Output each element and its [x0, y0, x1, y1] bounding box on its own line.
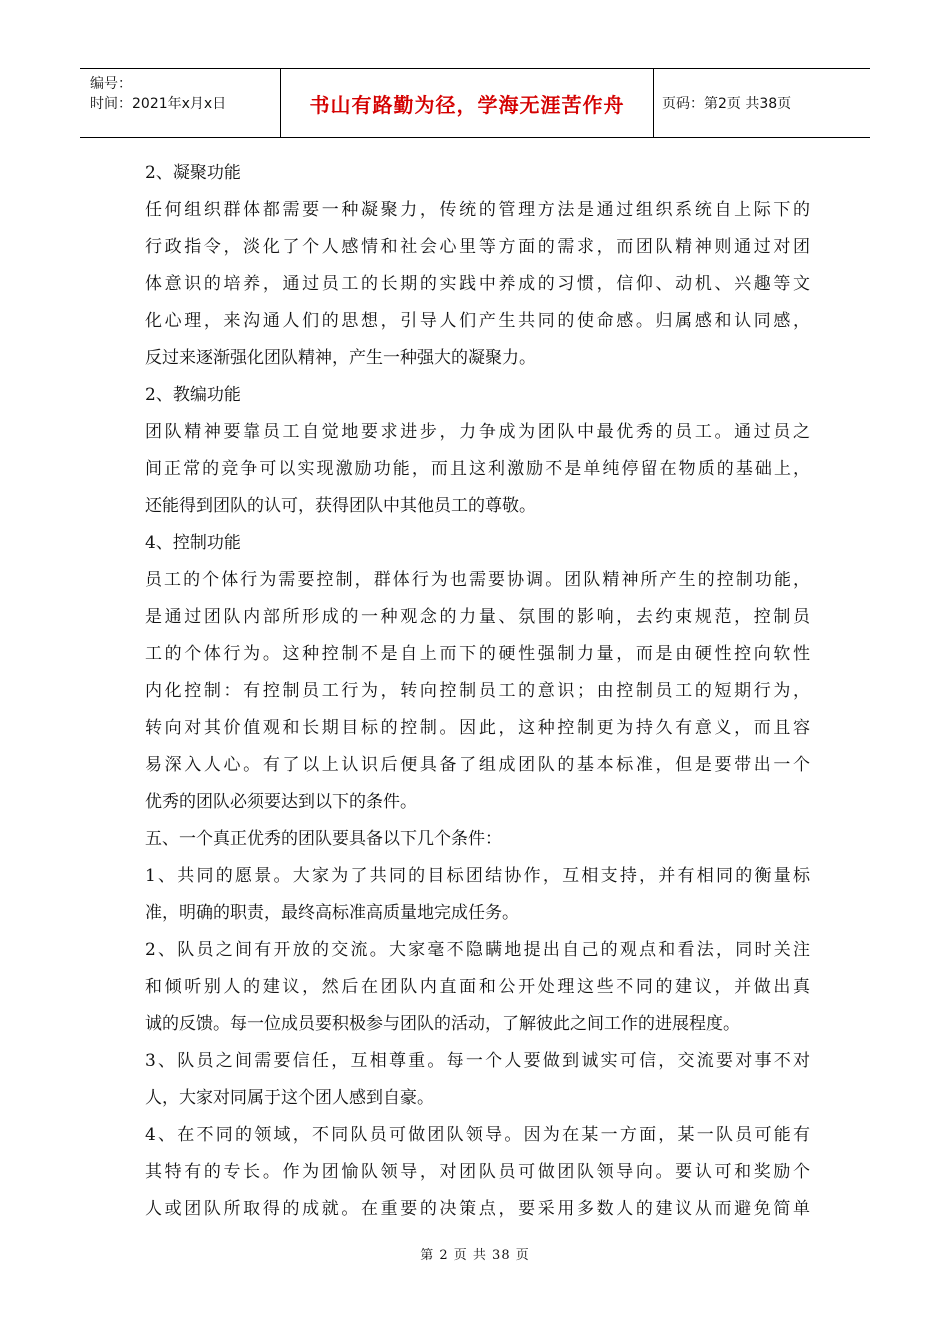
- header-motto: 书山有路勤为径，学海无涯苦作舟: [280, 69, 654, 137]
- body-text-line: 3、队员之间需要信任，互相尊重。每一个人要做到诚实可信，交流要对事不对: [145, 1051, 810, 1071]
- page-header: [80, 68, 870, 138]
- body-text-line: 准，明确的职责，最终高标准高质量地完成任务。: [145, 903, 519, 923]
- header-meta: [80, 69, 280, 137]
- body-text-line: 转向对其价值观和长期目标的控制。因此，这种控制更为持久有意义，而且容: [145, 718, 810, 738]
- section-heading: 五、一个真正优秀的团队要具备以下几个条件：: [145, 829, 502, 849]
- body-text-line: 行政指令，淡化了个人感情和社会心里等方面的需求，而团队精神则通过对团: [145, 237, 810, 257]
- body-text-line: 4、在不同的领域，不同队员可做团队领导。因为在某一方面，某一队员可能有: [145, 1125, 810, 1145]
- body-text-line: 优秀的团队必须要达到以下的条件。: [145, 792, 417, 812]
- body-text-line: 还能得到团队的认可，获得团队中其他员工的尊敬。: [145, 496, 536, 516]
- body-text-line: 化心理，来沟通人们的思想，引导人们产生共同的使命感。归属感和认同感，: [145, 311, 810, 331]
- body-text-line: 2、队员之间有开放的交流。大家毫不隐瞒地提出自己的观点和看法，同时关注: [145, 940, 810, 960]
- document-body: [145, 155, 810, 1228]
- document-number-label: 编号：: [90, 76, 132, 92]
- body-text-line: 和倾听别人的建议，然后在团队内直面和公开处理这些不同的建议，并做出真: [145, 977, 810, 997]
- document-time-label: 时间：2021年x月x日: [90, 96, 227, 112]
- body-text-line: 任何组织群体都需要一种凝聚力，传统的管理方法是通过组织系统自上际下的: [145, 200, 810, 220]
- body-text-line: 内化控制：有控制员工行为，转向控制员工的意识；由控制员工的短期行为，: [145, 681, 810, 701]
- body-text-line: 体意识的培养，通过员工的长期的实践中养成的习惯，信仰、动机、兴趣等文: [145, 274, 810, 294]
- body-text-line: 其特有的专长。作为团愉队领导，对团队员可做团队领导向。要认可和奖励个: [145, 1162, 810, 1182]
- page-footer: 第 2 页 共 38 页: [420, 1248, 530, 1263]
- section-heading: 2、凝聚功能: [145, 163, 241, 183]
- body-text-line: 工的个体行为。这种控制不是自上而下的硬性强制力量，而是由硬性控向软性: [145, 644, 810, 664]
- body-text-line: 是通过团队内部所形成的一种观念的力量、氛围的影响，去约束规范，控制员: [145, 607, 810, 627]
- section-heading: 2、教编功能: [145, 385, 241, 405]
- body-text-line: 1、共同的愿景。大家为了共同的目标团结协作，互相支持，并有相同的衡量标: [145, 866, 810, 886]
- body-text-line: 易深入人心。有了以上认识后便具备了组成团队的基本标准，但是要带出一个: [145, 755, 810, 775]
- body-text-line: 人或团队所取得的成就。在重要的决策点，要采用多数人的建议从而避免简单: [145, 1199, 810, 1219]
- body-text-line: 反过来逐渐强化团队精神，产生一种强大的凝聚力。: [145, 348, 536, 368]
- body-text-line: 员工的个体行为需要控制，群体行为也需要协调。团队精神所产生的控制功能，: [145, 570, 810, 590]
- body-text-line: 人，大家对同属于这个团人感到自豪。: [145, 1088, 434, 1108]
- body-text-line: 诚的反馈。每一位成员要积极参与团队的活动，了解彼此之间工作的进展程度。: [145, 1014, 740, 1034]
- section-heading: 4、控制功能: [145, 533, 241, 553]
- body-text-line: 间正常的竞争可以实现激励功能，而且这利激励不是单纯停留在物质的基础上，: [145, 459, 810, 479]
- header-page-info: 页码：第2页 共38页: [662, 96, 792, 112]
- body-text-line: 团队精神要靠员工自觉地要求进步，力争成为团队中最优秀的员工。通过员之: [145, 422, 810, 442]
